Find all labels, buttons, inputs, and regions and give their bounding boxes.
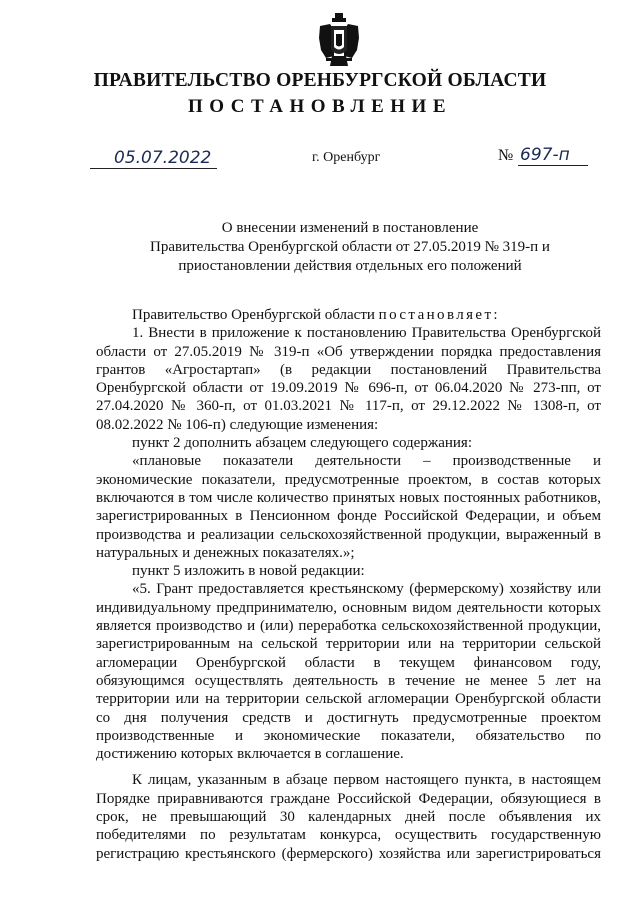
body-line: индивидуальному предпринимателю, основным видом деятельности которых — [96, 599, 601, 616]
body-line: зарегистрированным на сельской территории или на территории сельской — [96, 636, 601, 653]
subject-line: приостановлении действия отдельных его положений — [178, 258, 522, 274]
subject-line: Правительства Оренбургской области от 27.05.2019 № 319-п и — [150, 239, 550, 255]
body-line: экономические показатели, предусмотренные проектом, в состав которых — [96, 471, 601, 488]
body-line: срок, не превышающий 30 календарных дней после объявления их — [96, 809, 601, 826]
preamble-text: Правительство Оренбургской области — [132, 307, 379, 323]
body-line: победителями по результатам конкурса, осуществить государственную — [96, 827, 601, 844]
body-line: производственные и экономические показатели, обязательство по — [96, 727, 601, 744]
body-line: агломерации Оренбургской области в текущем финансовом году, — [96, 654, 601, 671]
body-line: является производство и (или) переработка сельскохозяйственной продукции, — [96, 618, 601, 635]
document-date: 05.07.2022 — [90, 148, 217, 169]
body-line: «5. Грант предоставляется крестьянскому (фермерскому) хозяйству или — [132, 581, 601, 598]
body-line: пункт 5 изложить в новой редакции: — [132, 563, 365, 580]
government-title: ПРАВИТЕЛЬСТВО ОРЕНБУРГСКОЙ ОБЛАСТИ — [93, 70, 547, 91]
subject-line: О внесении изменений в постановление — [221, 220, 479, 236]
preamble — [96, 306, 601, 324]
body-line: производства и реализации сельскохозяйственной продукции, выраженный в — [96, 526, 601, 543]
body-line: включаются в том числе количество принятых новых постоянных работников, — [96, 489, 601, 506]
body-line: территории или на территории сельской агломерации Оренбургской области — [96, 691, 601, 708]
body-line: натуральных и денежных показателях.»; — [96, 544, 355, 561]
body-line: 27.04.2020 № 360-п, от 01.03.2021 № 117-п, от 29.12.2022 № 1308-п, от — [96, 398, 601, 415]
preamble-decree-word: постановляет: — [378, 307, 501, 323]
body-line: зарегистрированных в Пенсионном фонде Российской Федерации, и объем — [96, 508, 601, 525]
body-line: К лицам, указанным в абзаце первом настоящего пункта, в настоящем — [132, 772, 601, 789]
body-line: со дня получения средств и достигнуть предусмотренные проектом — [96, 709, 601, 726]
body-line: Оренбургской области от 19.09.2019 № 696-п, от 06.04.2020 № 273-пп, от — [96, 380, 601, 397]
body-line: 08.02.2022 № 106-п) следующие изменения: — [96, 416, 379, 433]
coat-of-arms-icon — [318, 12, 360, 68]
body-line: пункт 2 дополнить абзацем следующего содержания: — [132, 435, 472, 452]
body-line: «плановые показатели деятельности – производственные и — [132, 453, 601, 470]
body-line: достижению которых включается в соглашение. — [96, 746, 404, 763]
document-city: г. Оренбург — [312, 150, 381, 165]
body-line: обязующимся осуществлять деятельность в течение не менее 5 лет на — [96, 672, 601, 689]
body-line: грантов «Агростартап» (в редакции постановлений Правительства — [96, 361, 601, 378]
body-line: регистрацию крестьянского (фермерского) хозяйства или зарегистрироваться — [96, 845, 601, 862]
document-subject — [100, 219, 600, 276]
document-number: 697-п — [518, 145, 588, 166]
body-line: 1. Внести в приложение к постановлению Правительства Оренбургской — [132, 325, 601, 342]
document-type-title: ПОСТАНОВЛЕНИЕ — [187, 96, 453, 117]
number-label: № — [498, 147, 514, 164]
document-body — [96, 306, 601, 863]
body-line: области от 27.05.2019 № 319-п «Об утверждении порядка предоставления — [96, 343, 601, 360]
body-line: Порядке приравниваются граждане Российской Федерации, обязующиеся в — [96, 790, 601, 807]
